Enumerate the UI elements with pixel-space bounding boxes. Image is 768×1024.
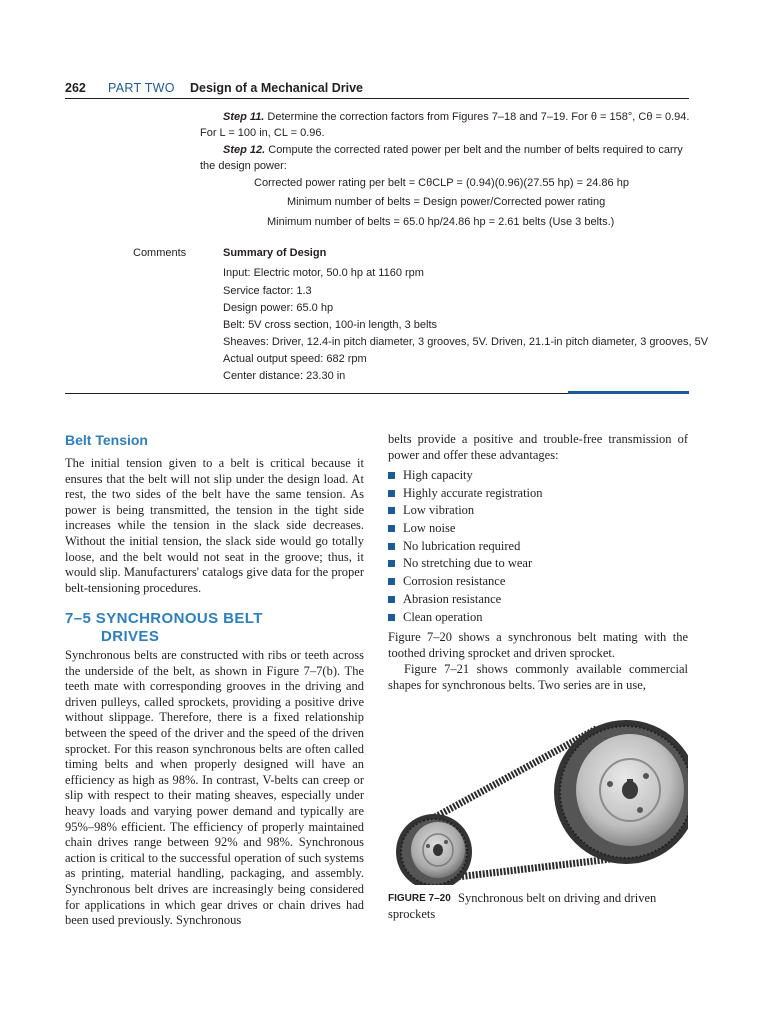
bullet-square-icon bbox=[388, 596, 395, 603]
bullet-square-icon bbox=[388, 578, 395, 585]
synchronous-heading-line-1: 7–5 SYNCHRONOUS BELT bbox=[65, 610, 263, 627]
bullet-square-icon bbox=[388, 525, 395, 532]
synchronous-heading-line-2: DRIVES bbox=[101, 628, 160, 645]
part-label: PART TWO bbox=[108, 81, 175, 95]
step-11-label: Step 11. bbox=[223, 111, 265, 123]
page-number: 262 bbox=[65, 81, 86, 95]
figure-721-reference: Figure 7–21 shows commonly available commercial shapes for synchronous belts. Two series are in use, bbox=[388, 662, 688, 692]
advantages-intro: belts provide a positive and trouble-free transmission of power and offer these advantages: bbox=[388, 432, 688, 462]
step-12 bbox=[200, 142, 690, 174]
step-12-label: Step 12. bbox=[223, 144, 266, 156]
example-end-accent-bar bbox=[568, 391, 689, 394]
summary-line: Center distance: 23.30 in bbox=[223, 370, 346, 382]
bolt-hole-icon bbox=[643, 773, 649, 779]
summary-line: Sheaves: Driver, 12.4-in pitch diameter, 3 grooves, 5V. Driven, 21.1-in pitch diameter, 3 grooves, 5V bbox=[223, 336, 709, 348]
step-11-line-2: For L = 100 in, CL = 0.96. bbox=[200, 127, 325, 139]
step-12-text: Compute the corrected rated power per belt and the number of belts required to carry the design power: bbox=[200, 144, 683, 172]
bolt-hole-icon bbox=[607, 781, 613, 787]
summary-line: Design power: 65.0 hp bbox=[223, 302, 334, 314]
bullet-square-icon bbox=[388, 560, 395, 567]
summary-line: Belt: 5V cross section, 100-in length, 3 belts bbox=[223, 319, 438, 331]
list-item: High capacity bbox=[388, 467, 543, 485]
list-item: No lubrication required bbox=[388, 538, 543, 556]
header-rule bbox=[65, 98, 689, 99]
comments-label: Comments bbox=[133, 247, 187, 259]
step-11-text: Determine the correction factors from Figures 7–18 and 7–19. For θ = 158°, Cθ = 0.94. bbox=[264, 111, 690, 123]
list-item: Abrasion resistance bbox=[388, 591, 543, 609]
bullet-square-icon bbox=[388, 507, 395, 514]
summary-line: Input: Electric motor, 50.0 hp at 1160 rpm bbox=[223, 267, 424, 279]
bolt-hole-icon bbox=[637, 807, 643, 813]
advantages-list bbox=[388, 467, 543, 626]
step-11 bbox=[200, 109, 690, 141]
bullet-square-icon bbox=[388, 490, 395, 497]
summary-line: Service factor: 1.3 bbox=[223, 285, 312, 297]
summary-line: Actual output speed: 682 rpm bbox=[223, 353, 367, 365]
chapter-title: Design of a Mechanical Drive bbox=[190, 81, 363, 95]
large-sprocket-keyway bbox=[627, 779, 633, 783]
list-item: Low vibration bbox=[388, 502, 543, 520]
belt-tension-heading: Belt Tension bbox=[65, 432, 148, 448]
bolt-hole-icon bbox=[426, 844, 430, 848]
list-item: Clean operation bbox=[388, 609, 543, 627]
belt-tension-paragraph: The initial tension given to a belt is critical because it ensures that the belt will not slip under the design load. At rest, the two sides of the belt have the same tension. As power is being transmitted, the tension in the tight side increases while the tension in the slack side decreases. Without the initial tension, the slack side would go totally loose, and the belt would not seat in the groove; thus, it would slip. Manufacturers' catalogs give data for the proper belt-tensioning procedures. bbox=[65, 456, 364, 595]
list-item: No stretching due to wear bbox=[388, 555, 543, 573]
figure-label: FIGURE 7–20 bbox=[388, 893, 451, 904]
bullet-square-icon bbox=[388, 543, 395, 550]
equation-min-belts-result: Minimum number of belts = 65.0 hp/24.86 hp = 2.61 belts (Use 3 belts.) bbox=[267, 216, 615, 228]
large-sprocket-bore bbox=[622, 781, 638, 799]
synchronous-belt-illustration bbox=[388, 700, 688, 885]
list-item: Highly accurate registration bbox=[388, 485, 543, 503]
figure-720-reference: Figure 7–20 shows a synchronous belt mating with the toothed driving sprocket and driven sprocket. bbox=[388, 630, 688, 660]
small-sprocket-bore bbox=[433, 844, 443, 856]
list-item: Corrosion resistance bbox=[388, 573, 543, 591]
synchronous-belt-paragraph: Synchronous belts are constructed with ribs or teeth across the underside of the belt, as shown in Figure 7–7(b). The teeth mate with corresponding grooves in the driving and driven pulleys, called sprockets, providing a positive drive without slippage. Therefore, there is a fixed relationship between the speed of the driver and the speed of the driven sprocket. For this reason synchronous belts are often called timing belts and when properly designed will have an efficiency as high as 98%. In contrast, V-belts can creep or slip with respect to their mating sheaves, especially under heavy loads and varying power demand and typically are 95%–98% efficient. The efficiency of properly maintained chain drives range between 92% and 98%. Synchronous action is critical to the successful operation of such systems as printing, material handling, packaging, and assembly. Synchronous belt drives are increasingly being considered for applications in which gear drives or chain drives had been used previously. Synchronous bbox=[65, 648, 364, 928]
bullet-square-icon bbox=[388, 614, 395, 621]
summary-title: Summary of Design bbox=[223, 247, 327, 259]
bullet-square-icon bbox=[388, 472, 395, 479]
bolt-hole-icon bbox=[444, 840, 448, 844]
equation-corrected-power: Corrected power rating per belt = CθCLP = (0.94)(0.96)(27.55 hp) = 24.86 hp bbox=[254, 177, 629, 189]
synchronous-belt-heading bbox=[65, 610, 263, 646]
equation-min-belts-formula: Minimum number of belts = Design power/Corrected power rating bbox=[287, 196, 606, 208]
list-item: Low noise bbox=[388, 520, 543, 538]
figure-caption: Synchronous belt on driving and driven sprockets bbox=[388, 891, 657, 921]
belt-lower-strand bbox=[448, 858, 620, 878]
